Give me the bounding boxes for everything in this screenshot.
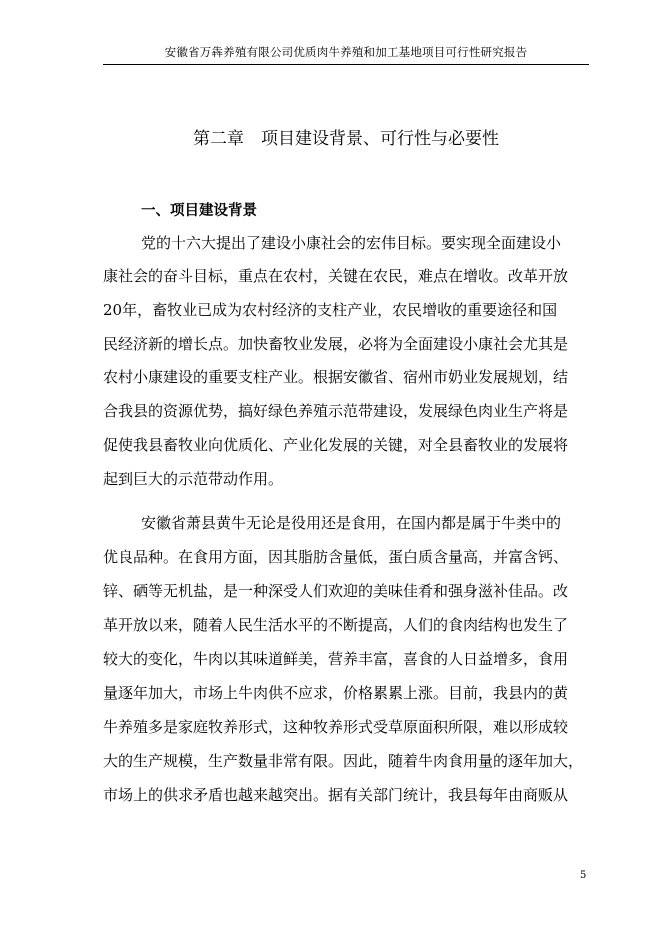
body-line: 党的十六大提出了建设小康社会的宏伟目标。要实现全面建设小 — [141, 234, 562, 252]
page-number: 5 — [580, 870, 587, 881]
chapter-title: 第二章 项目建设背景、可行性与必要性 — [193, 129, 499, 149]
body-line: 较大的变化，牛肉以其味道鲜美，营养丰富，喜食的人日益增多，食用 — [103, 650, 569, 668]
running-header: 安徽省万犇养殖有限公司优质肉牛养殖和加工基地项目可行性研究报告 — [164, 45, 528, 59]
body-line: 优良品种。在食用方面，因其脂肪含量低，蛋白质含量高，并富含钙、 — [103, 548, 569, 566]
body-line: 康社会的奋斗目标，重点在农村，关键在农民，难点在增收。改革开放 — [103, 267, 569, 285]
body-line: 大的生产规模，生产数量非常有限。因此，随着牛肉食用量的逐年加大， — [103, 752, 584, 770]
body-line: 量逐年加大，市场上牛肉供不应求，价格累累上涨。目前，我县内的黄 — [103, 684, 569, 702]
body-line: 合我县的资源优势，搞好绿色养殖示范带建设，发展绿色肉业生产将是 — [103, 402, 569, 420]
body-line: 20年，畜牧业已成为农村经济的支柱产业，农民增收的重要途径和国 — [103, 301, 558, 319]
body-line: 锌、硒等无机盐，是一种深受人们欢迎的美味佳肴和强身滋补佳品。改 — [103, 582, 569, 600]
body-line: 起到巨大的示范带动作用。 — [103, 470, 284, 488]
body-line: 牛养殖多是家庭牧养形式，这种牧养形式受草原面积所限，难以形成较 — [103, 718, 569, 736]
body-line: 革开放以来，随着人民生活水平的不断提高，人们的食肉结构也发生了 — [103, 616, 569, 634]
body-line: 安徽省萧县黄牛无论是役用还是食用，在国内都是属于牛类中的 — [141, 514, 562, 532]
body-line: 农村小康建设的重要支柱产业。根据安徽省、宿州市奶业发展规划，结 — [103, 368, 569, 386]
body-line: 民经济新的增长点。加快畜牧业发展，必将为全面建设小康社会尤其是 — [103, 335, 569, 353]
header-divider — [103, 64, 589, 65]
body-line: 促使我县畜牧业向优质化、产业化发展的关键，对全县畜牧业的发展将 — [103, 436, 569, 454]
section-title: 一、项目建设背景 — [141, 203, 257, 219]
body-line: 市场上的供求矛盾也越来越突出。据有关部门统计，我县每年由商贩从 — [103, 786, 569, 804]
